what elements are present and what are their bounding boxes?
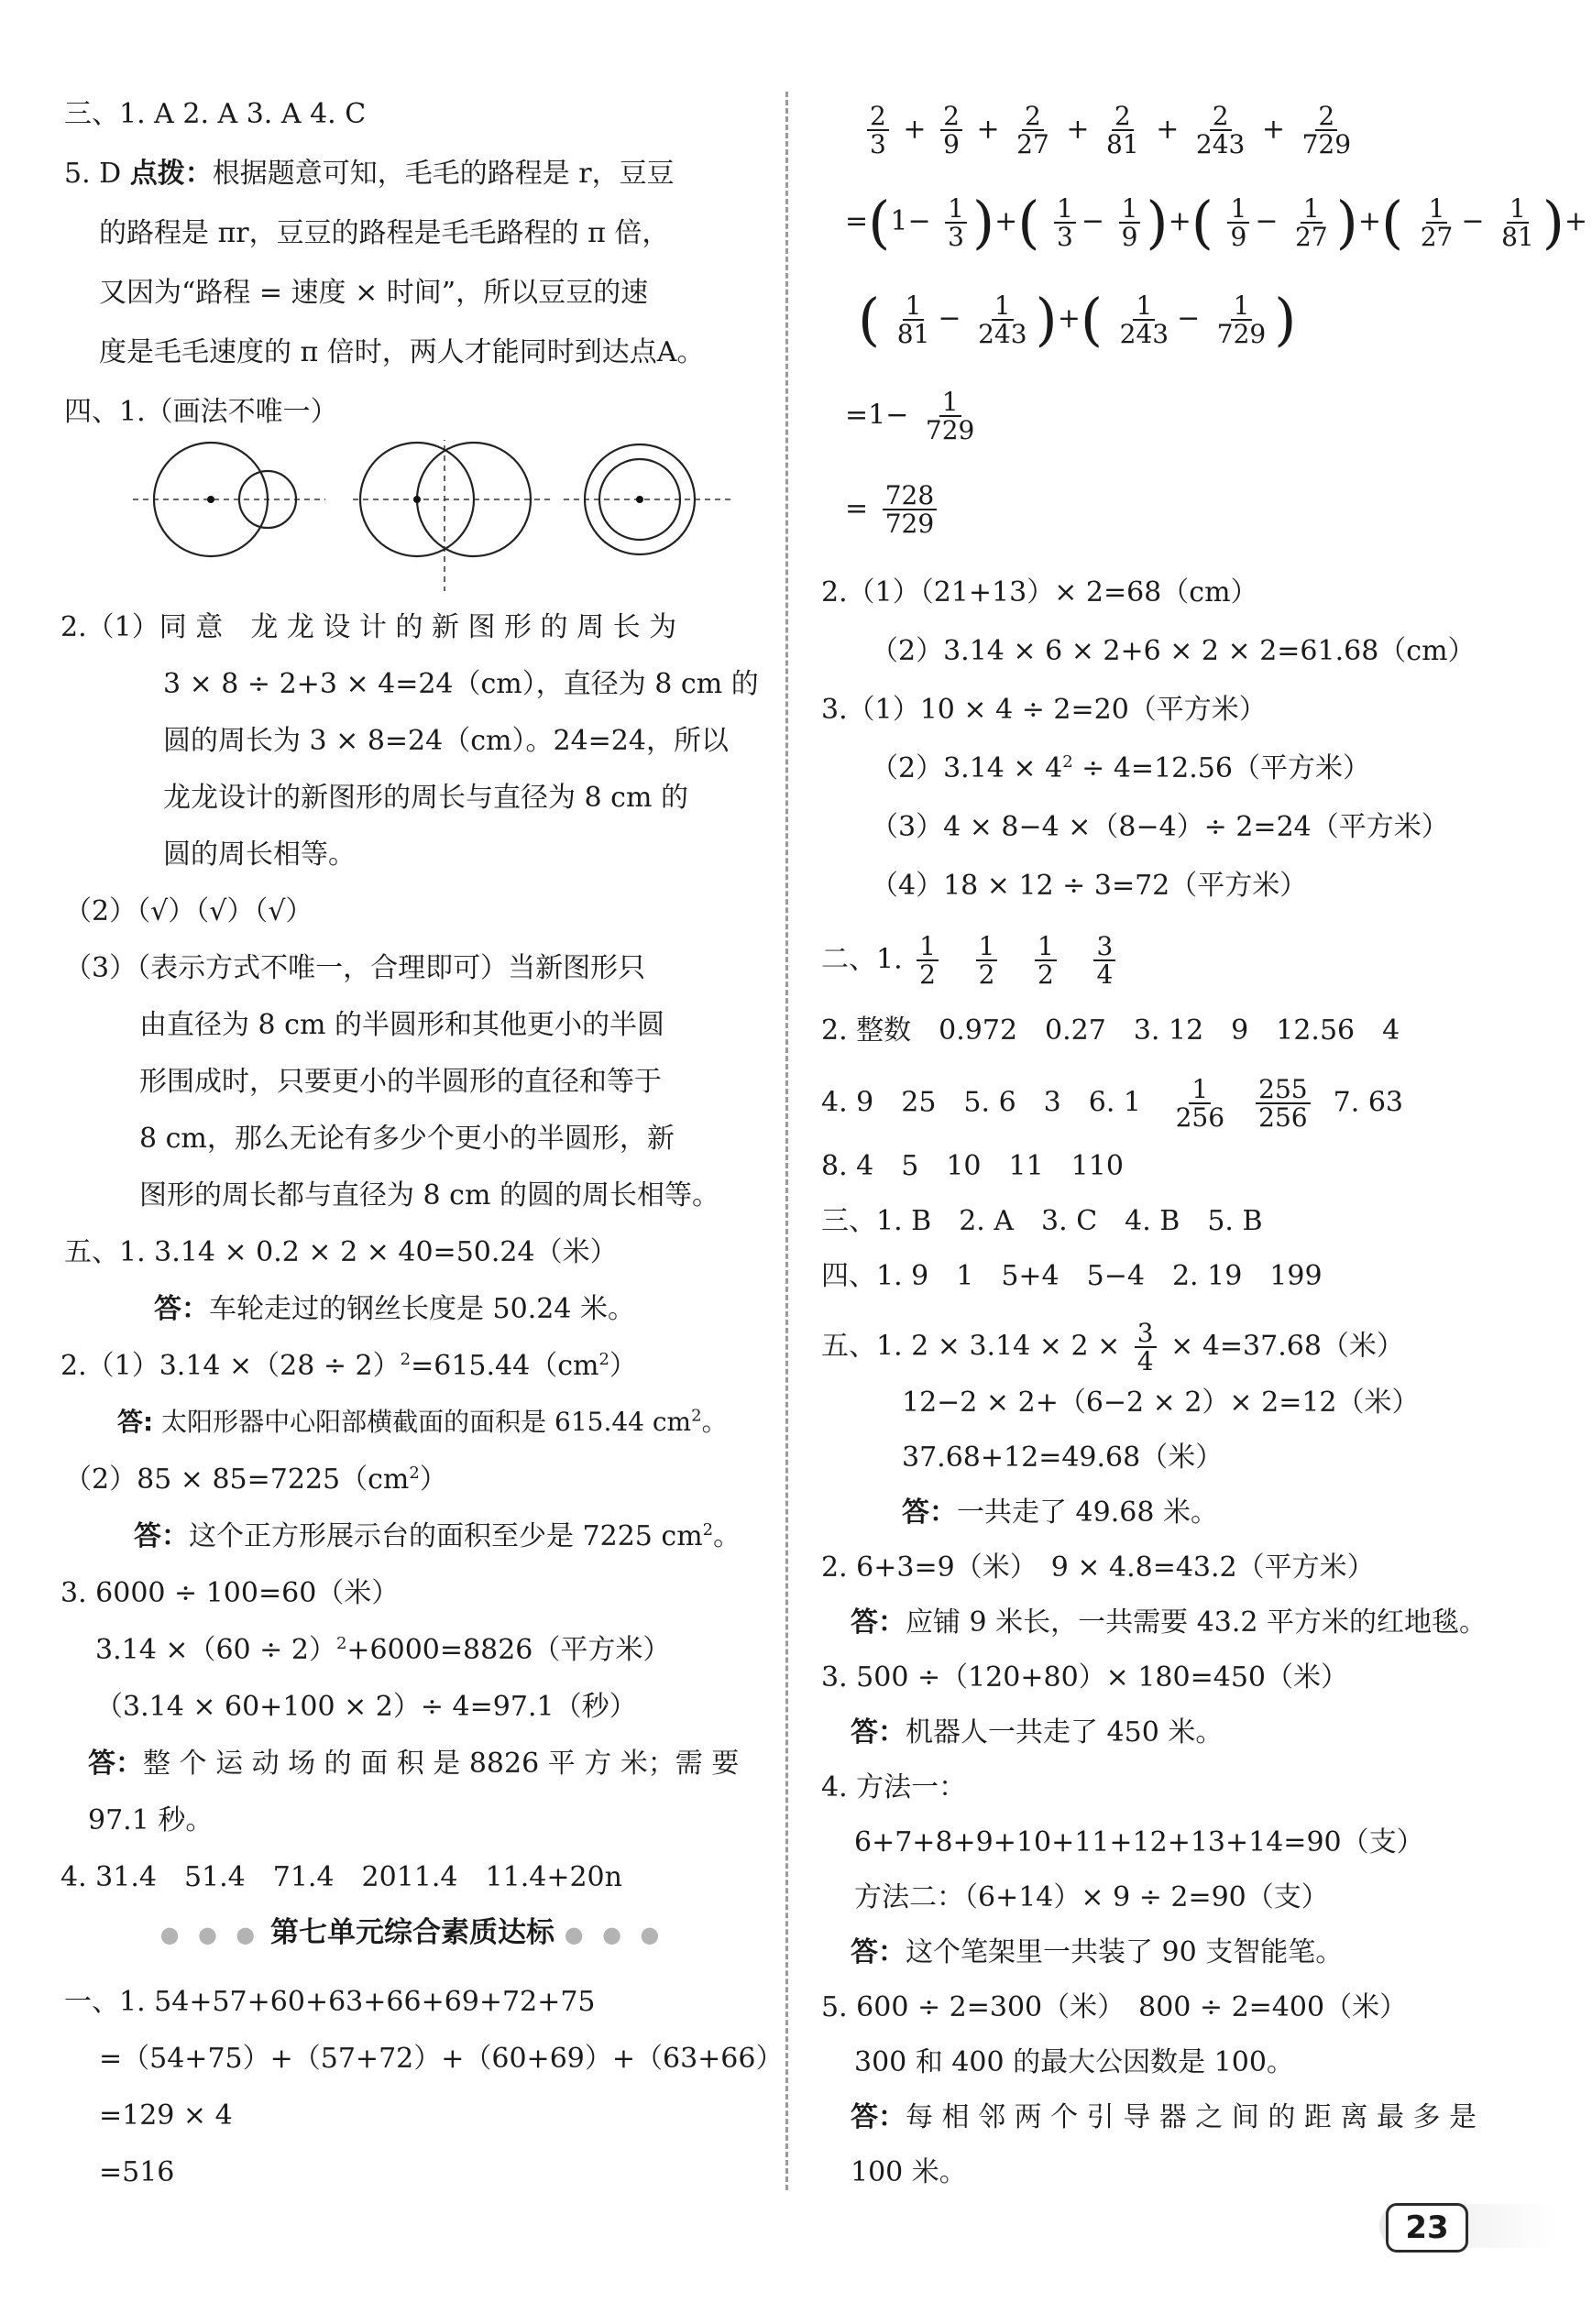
answer-label: 答： bbox=[88, 1748, 143, 1780]
heading-dots-right: ● ● ● bbox=[564, 1922, 665, 1947]
answer-line bbox=[60, 1349, 637, 1384]
answer-line bbox=[64, 157, 675, 192]
answer-line: 3.（1）10 × 4 ÷ 2=20（平方米） bbox=[821, 694, 1267, 726]
answer-line: （2）3.14 × 6 × 2+6 × 2 × 2=61.68（cm） bbox=[871, 635, 1476, 667]
answer-line: 五、1. 3.14 × 0.2 × 2 × 40=50.24（米） bbox=[64, 1236, 618, 1268]
fraction-sum bbox=[862, 103, 1359, 159]
answer-line bbox=[851, 1606, 1487, 1640]
answer-text: 一共走了 49.68 米。 bbox=[957, 1496, 1218, 1529]
operator: − bbox=[938, 302, 961, 334]
answer-line: 100 米。 bbox=[851, 2156, 967, 2188]
expr: +6000=8826（平方米） bbox=[346, 1634, 671, 1666]
answer-line: 又因为“路程 = 速度 × 时间”，所以豆豆的速 bbox=[99, 277, 649, 309]
paren: ) bbox=[1542, 189, 1565, 256]
answer-line: 的路程是 πr，豆豆的路程是毛毛路程的 π 倍， bbox=[99, 217, 670, 249]
exponent: 2 bbox=[598, 1350, 609, 1369]
answer-line: 3. 6000 ÷ 100=60（米） bbox=[60, 1577, 400, 1609]
answer-line: 四、1. 9 1 5+4 5−4 2. 19 199 bbox=[821, 1260, 1323, 1292]
answer-label: 答： bbox=[134, 1520, 189, 1552]
circle-figure-2 bbox=[353, 440, 550, 591]
page-number: 23 bbox=[1386, 2203, 1468, 2253]
expr: （2）85 × 85=7225（cm bbox=[64, 1463, 410, 1496]
answer-line: =516 bbox=[99, 2156, 175, 2188]
paren: ( bbox=[1191, 189, 1213, 256]
paren: ( bbox=[858, 286, 881, 353]
answer-line bbox=[902, 1496, 1218, 1530]
fraction: $\frac{3}{4}$ bbox=[1093, 933, 1115, 989]
answer-line bbox=[117, 1406, 728, 1438]
answer-line: （2）（√）（√）（√） bbox=[64, 895, 313, 927]
answer-line: 龙龙设计的新图形的周长与直径为 8 cm 的 bbox=[163, 782, 688, 814]
answer-line: 12−2 × 2+（6−2 × 2）× 2=12（米） bbox=[902, 1387, 1420, 1419]
operator: − bbox=[1255, 205, 1279, 237]
paren: ( bbox=[1080, 286, 1103, 353]
exponent: 2 bbox=[409, 1463, 420, 1483]
expr: 五、1. 2 × 3.14 × 2 × bbox=[821, 1330, 1121, 1363]
fraction: $\frac{1}{3}$ bbox=[945, 195, 967, 251]
answer-text: 机器人一共走了 450 米。 bbox=[906, 1716, 1224, 1748]
answer-line: 2. 整数 0.972 0.27 3. 12 9 12.56 4 bbox=[821, 1014, 1400, 1047]
answer-line: =129 × 4 bbox=[99, 2099, 233, 2132]
operator: + bbox=[994, 205, 1018, 237]
answer-line bbox=[95, 1633, 670, 1668]
operator: − bbox=[1177, 302, 1201, 334]
column-divider bbox=[785, 92, 788, 2190]
fraction: $\frac{1}{729}$ bbox=[925, 387, 975, 446]
paren: ) bbox=[972, 189, 995, 256]
answer-text: 太阳形器中心阳部横截面的面积是 615.44 cm bbox=[153, 1407, 692, 1437]
fraction: $\frac{1}{2}$ bbox=[917, 933, 939, 989]
fraction: $\frac{1}{3}$ bbox=[1054, 195, 1076, 251]
fraction: $\frac{2}{27}$ bbox=[1016, 101, 1049, 160]
answer-line bbox=[88, 1747, 739, 1781]
answer-line: 300 和 400 的最大公因数是 100。 bbox=[854, 2046, 1294, 2078]
answer-label: 答： bbox=[851, 1936, 906, 1968]
exponent: 2 bbox=[691, 1406, 702, 1426]
heading-dots-left: ● ● ● bbox=[159, 1922, 261, 1947]
expr: ÷ 4=12.56（平方米） bbox=[1072, 752, 1370, 784]
answer-line bbox=[154, 1292, 635, 1327]
operator: + bbox=[1357, 205, 1381, 237]
hint-label: 点拨： bbox=[129, 158, 213, 190]
answer-label: 答： bbox=[851, 2101, 906, 2133]
answer-line bbox=[871, 751, 1370, 786]
answer-line bbox=[851, 1716, 1223, 1750]
answer-line: 2. 6+3=9（米） 9 × 4.8=43.2（平方米） bbox=[821, 1551, 1375, 1584]
expr: 4. 9 25 5. 6 3 6. 1 bbox=[821, 1086, 1141, 1119]
telescoping-line-2 bbox=[858, 286, 1297, 353]
operator: − bbox=[907, 205, 931, 237]
answer-line: 图形的周长都与直径为 8 cm 的圆的周长相等。 bbox=[139, 1179, 719, 1211]
answer-line: （3.14 × 60+100 × 2）÷ 4=97.1（秒） bbox=[95, 1691, 637, 1723]
expr: =1− bbox=[845, 399, 909, 432]
operator: + bbox=[1564, 205, 1588, 237]
operator: = bbox=[845, 205, 869, 237]
answer-label: 答： bbox=[902, 1496, 957, 1529]
answer-line: 圆的周长相等。 bbox=[163, 839, 356, 871]
answer-line bbox=[821, 933, 1121, 989]
paren: ) bbox=[1335, 189, 1358, 256]
expr: ） bbox=[419, 1463, 447, 1496]
answer-line: =（54+75）+（57+72）+（60+69）+（63+66） bbox=[99, 2043, 784, 2075]
answer-line: 四、1.（画法不唯一） bbox=[64, 396, 338, 428]
expr: ） bbox=[609, 1350, 637, 1382]
operator: − bbox=[1081, 205, 1105, 237]
answer-label: 答： bbox=[851, 1606, 906, 1639]
fraction: $\frac{728}{729}$ bbox=[883, 482, 937, 538]
item-number: 二、1. bbox=[821, 943, 903, 976]
operator: + bbox=[1261, 113, 1286, 146]
fraction: $\frac{2}{243}$ bbox=[1195, 101, 1246, 160]
answer-label: 答: bbox=[117, 1407, 154, 1437]
exponent: 2 bbox=[400, 1350, 412, 1369]
answer-line: 4. 31.4 51.4 71.4 2011.4 11.4+20n bbox=[60, 1861, 622, 1893]
exponent: 2 bbox=[335, 1634, 347, 1653]
answer-line: 8 cm，那么无论有多少个更小的半圆形，新 bbox=[139, 1123, 675, 1155]
answer-line: 圆的周长为 3 × 8=24（cm）。24=24，所以 bbox=[163, 725, 729, 757]
fraction: $\frac{1}{81}$ bbox=[1501, 192, 1534, 252]
number: 1 bbox=[890, 205, 908, 237]
expr: 3.14 ×（60 ÷ 2） bbox=[95, 1634, 336, 1666]
answer-text: 每 相 邻 两 个 引 导 器 之 间 的 距 离 最 多 是 bbox=[906, 2101, 1477, 2133]
answer-line bbox=[134, 1519, 741, 1554]
answer-line: 3 × 8 ÷ 2+3 × 4=24（cm），直径为 8 cm 的 bbox=[163, 668, 759, 700]
answer-line: 由直径为 8 cm 的半圆形和其他更小的半圆 bbox=[139, 1009, 664, 1041]
answer-line: （3）4 × 8−4 ×（8−4）÷ 2=24（平方米） bbox=[871, 811, 1449, 843]
unit-heading bbox=[119, 1915, 706, 1951]
result-line-1 bbox=[845, 389, 983, 444]
answer-line: 2.（1）（21+13）× 2=68（cm） bbox=[821, 576, 1258, 608]
paren: ( bbox=[868, 189, 891, 256]
fraction: $\frac{1}{27}$ bbox=[1420, 192, 1454, 252]
answer-line: （4）18 × 12 ÷ 3=72（平方米） bbox=[871, 870, 1308, 902]
answer-line: 8. 4 5 10 11 110 bbox=[821, 1150, 1124, 1182]
item-number: 5. D bbox=[64, 158, 130, 190]
circle-figure-3 bbox=[564, 444, 733, 554]
answer-line: 37.68+12=49.68（米） bbox=[902, 1442, 1224, 1474]
fraction: $\frac{2}{3}$ bbox=[867, 103, 889, 159]
answer-line: 4. 方法一： bbox=[821, 1771, 967, 1803]
fraction: $\frac{1}{243}$ bbox=[978, 290, 1027, 349]
answer-label: 答： bbox=[154, 1293, 209, 1325]
paren: ) bbox=[1274, 286, 1297, 353]
answer-text: 这个笔架里一共装了 90 支智能笔。 bbox=[906, 1936, 1344, 1968]
answer-line: 5. 600 ÷ 2=300（米） 800 ÷ 2=400（米） bbox=[821, 1991, 1408, 2023]
operator: + bbox=[1057, 302, 1081, 334]
answer-line: 2.（1）同 意 龙 龙 设 计 的 新 图 形 的 周 长 为 bbox=[60, 611, 677, 643]
fraction: $\frac{2}{81}$ bbox=[1106, 101, 1139, 160]
circle-drawings bbox=[128, 440, 752, 596]
answer-line: 97.1 秒。 bbox=[88, 1804, 214, 1836]
answer-line bbox=[821, 1320, 1404, 1376]
fraction: $\frac{1}{9}$ bbox=[1119, 195, 1141, 251]
exponent: 2 bbox=[702, 1520, 714, 1540]
answer-line bbox=[851, 2100, 1477, 2135]
paren: ) bbox=[1035, 286, 1058, 353]
answer-line: 3. 500 ÷（120+80）× 180=450（米） bbox=[821, 1661, 1348, 1694]
answer-text: 。 bbox=[701, 1407, 728, 1437]
fraction: $\frac{3}{4}$ bbox=[1135, 1320, 1157, 1376]
answer-line bbox=[64, 1463, 447, 1497]
answer-text: 整 个 运 动 场 的 面 积 是 8826 平 方 米；需 要 bbox=[143, 1748, 740, 1780]
operator: = bbox=[845, 492, 869, 525]
telescoping-line-1 bbox=[845, 189, 1588, 256]
fraction: $\frac{1}{81}$ bbox=[896, 290, 930, 349]
expr: 2.（1）3.14 ×（28 ÷ 2） bbox=[60, 1350, 401, 1382]
operator: + bbox=[1156, 113, 1180, 146]
answer-text: 应铺 9 米长，一共需要 43.2 平方米的红地毯。 bbox=[906, 1606, 1488, 1639]
fraction: $\frac{255}{256}$ bbox=[1256, 1076, 1310, 1132]
operator: + bbox=[903, 113, 927, 146]
fraction: $\frac{1}{729}$ bbox=[1216, 290, 1267, 349]
fraction: $\frac{2}{9}$ bbox=[940, 103, 962, 159]
operator: + bbox=[976, 113, 1000, 146]
result-line-2 bbox=[845, 482, 942, 538]
operator: − bbox=[1461, 205, 1485, 237]
paren: ( bbox=[1017, 189, 1040, 256]
exponent: 2 bbox=[1062, 752, 1073, 772]
answer-text: 车轮走过的钢丝长度是 50.24 米。 bbox=[209, 1293, 635, 1325]
fraction: $\frac{1}{27}$ bbox=[1295, 192, 1328, 252]
unit-title: 第七单元综合素质达标 bbox=[270, 1916, 554, 1949]
expr: （2）3.14 × 4 bbox=[871, 752, 1063, 784]
answer-line: 度是毛毛速度的 π 倍时，两人才能同时到达点A。 bbox=[99, 336, 705, 368]
fraction: $\frac{1}{256}$ bbox=[1175, 1074, 1225, 1134]
fraction: $\frac{1}{243}$ bbox=[1119, 290, 1169, 349]
fraction: $\frac{2}{729}$ bbox=[1301, 101, 1352, 160]
answer-line: 形围成时，只要更小的半圆形的直径和等于 bbox=[139, 1066, 662, 1098]
answer-text: 这个正方形展示台的面积至少是 7225 cm bbox=[189, 1520, 703, 1552]
expr: =615.44（cm bbox=[411, 1350, 599, 1382]
answer-line: （3）（表示方式不唯一，合理即可）当新图形只 bbox=[64, 952, 646, 984]
answer-line: 三、1. B 2. A 3. C 4. B 5. B bbox=[821, 1205, 1263, 1237]
paren: ) bbox=[1146, 189, 1169, 256]
answer-text: 。 bbox=[713, 1520, 741, 1552]
answer-line bbox=[821, 1076, 1403, 1132]
operator: + bbox=[1066, 113, 1090, 146]
answer-line: 一、1. 54+57+60+63+66+69+72+75 bbox=[64, 1986, 596, 2018]
fraction: $\frac{1}{2}$ bbox=[1035, 933, 1057, 989]
fraction: $\frac{1}{9}$ bbox=[1227, 195, 1249, 251]
answer-line: 6+7+8+9+10+11+12+13+14=90（支） bbox=[854, 1826, 1424, 1858]
answer-line: 方法二：（6+14）× 9 ÷ 2=90（支） bbox=[854, 1881, 1329, 1913]
answer-label: 答： bbox=[851, 1716, 906, 1748]
circle-figure-1 bbox=[133, 443, 325, 556]
expr: × 4=37.68（米） bbox=[1170, 1330, 1404, 1363]
operator: + bbox=[1168, 205, 1191, 237]
item-text: 根据题意可知，毛毛的路程是 r，豆豆 bbox=[212, 158, 675, 190]
paren: ( bbox=[1380, 189, 1404, 256]
answer-line: 三、1. A 2. A 3. A 4. C bbox=[64, 98, 367, 130]
answer-line bbox=[851, 1935, 1343, 1970]
fraction: $\frac{1}{2}$ bbox=[976, 933, 998, 989]
expr: 7. 63 bbox=[1333, 1086, 1404, 1119]
